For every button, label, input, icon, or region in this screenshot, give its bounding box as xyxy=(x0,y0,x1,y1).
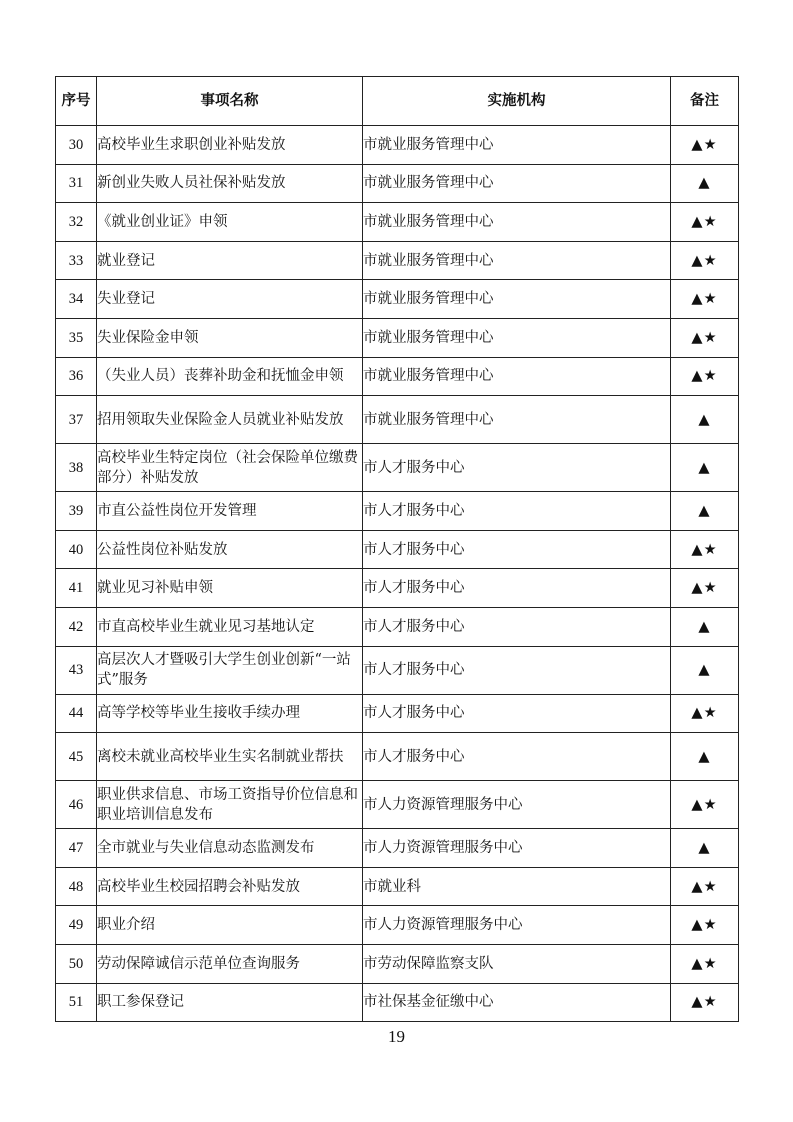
agency-name: 市人力资源管理服务中心 xyxy=(363,781,671,829)
row-number: 41 xyxy=(56,569,97,608)
agency-name: 市人才服务中心 xyxy=(363,694,671,733)
row-number: 38 xyxy=(56,444,97,492)
item-name: 市直公益性岗位开发管理 xyxy=(97,492,363,531)
table-row xyxy=(56,241,739,280)
row-number: 36 xyxy=(56,357,97,396)
remark-marks: ▲★ xyxy=(671,530,739,569)
agency-name: 市人才服务中心 xyxy=(363,492,671,531)
table-row xyxy=(56,569,739,608)
item-name: 《就业创业证》申领 xyxy=(97,203,363,242)
row-number: 49 xyxy=(56,906,97,945)
table-row xyxy=(56,492,739,531)
agency-name: 市就业服务管理中心 xyxy=(363,164,671,203)
item-name: 失业登记 xyxy=(97,280,363,319)
table-header-row xyxy=(56,77,739,126)
table-row xyxy=(56,280,739,319)
item-name: 就业登记 xyxy=(97,241,363,280)
agency-name: 市就业服务管理中心 xyxy=(363,396,671,444)
agency-name: 市人才服务中心 xyxy=(363,607,671,646)
item-name: 职工参保登记 xyxy=(97,983,363,1022)
item-name: 高等学校等毕业生接收手续办理 xyxy=(97,694,363,733)
table-row xyxy=(56,607,739,646)
remark-marks: ▲ xyxy=(671,829,739,868)
row-number: 37 xyxy=(56,396,97,444)
remark-marks: ▲★ xyxy=(671,357,739,396)
item-name: （失业人员）丧葬补助金和抚恤金申领 xyxy=(97,357,363,396)
row-number: 32 xyxy=(56,203,97,242)
remark-marks: ▲★ xyxy=(671,781,739,829)
item-name: 劳动保障诚信示范单位查询服务 xyxy=(97,944,363,983)
remark-marks: ▲★ xyxy=(671,318,739,357)
row-number: 30 xyxy=(56,126,97,165)
row-number: 48 xyxy=(56,867,97,906)
remark-marks: ▲ xyxy=(671,396,739,444)
header-note: 备注 xyxy=(671,77,739,126)
remark-marks: ▲★ xyxy=(671,203,739,242)
table-row xyxy=(56,357,739,396)
table-row xyxy=(56,530,739,569)
row-number: 43 xyxy=(56,646,97,694)
agency-name: 市人才服务中心 xyxy=(363,444,671,492)
item-name: 高校毕业生求职创业补贴发放 xyxy=(97,126,363,165)
table-row xyxy=(56,126,739,165)
table-row xyxy=(56,733,739,781)
table-row xyxy=(56,694,739,733)
agency-name: 市就业服务管理中心 xyxy=(363,357,671,396)
row-number: 42 xyxy=(56,607,97,646)
table-row xyxy=(56,444,739,492)
table-row xyxy=(56,781,739,829)
header-seq: 序号 xyxy=(56,77,97,126)
table-row xyxy=(56,318,739,357)
row-number: 33 xyxy=(56,241,97,280)
remark-marks: ▲★ xyxy=(671,983,739,1022)
row-number: 44 xyxy=(56,694,97,733)
row-number: 40 xyxy=(56,530,97,569)
item-name: 市直高校毕业生就业见习基地认定 xyxy=(97,607,363,646)
agency-name: 市人才服务中心 xyxy=(363,530,671,569)
remark-marks: ▲ xyxy=(671,444,739,492)
remark-marks: ▲★ xyxy=(671,944,739,983)
table-row xyxy=(56,829,739,868)
remark-marks: ▲ xyxy=(671,164,739,203)
agency-name: 市就业服务管理中心 xyxy=(363,241,671,280)
agency-name: 市人才服务中心 xyxy=(363,569,671,608)
item-name: 公益性岗位补贴发放 xyxy=(97,530,363,569)
item-name: 全市就业与失业信息动态监测发布 xyxy=(97,829,363,868)
table-row xyxy=(56,983,739,1022)
row-number: 47 xyxy=(56,829,97,868)
item-name: 新创业失败人员社保补贴发放 xyxy=(97,164,363,203)
item-name: 高层次人才暨吸引大学生创业创新“一站式”服务 xyxy=(97,646,363,694)
item-name: 招用领取失业保险金人员就业补贴发放 xyxy=(97,396,363,444)
agency-name: 市就业服务管理中心 xyxy=(363,203,671,242)
item-name: 职业介绍 xyxy=(97,906,363,945)
remark-marks: ▲★ xyxy=(671,569,739,608)
row-number: 46 xyxy=(56,781,97,829)
agency-name: 市人力资源管理服务中心 xyxy=(363,829,671,868)
table-row xyxy=(56,396,739,444)
table-row xyxy=(56,164,739,203)
agency-name: 市人力资源管理服务中心 xyxy=(363,906,671,945)
row-number: 45 xyxy=(56,733,97,781)
agency-name: 市就业科 xyxy=(363,867,671,906)
table-row xyxy=(56,646,739,694)
remark-marks: ▲ xyxy=(671,607,739,646)
item-name: 就业见习补贴申领 xyxy=(97,569,363,608)
row-number: 39 xyxy=(56,492,97,531)
agency-name: 市就业服务管理中心 xyxy=(363,318,671,357)
remark-marks: ▲★ xyxy=(671,906,739,945)
remark-marks: ▲★ xyxy=(671,280,739,319)
remark-marks: ▲ xyxy=(671,646,739,694)
items-table xyxy=(55,76,739,1022)
item-name: 离校未就业高校毕业生实名制就业帮扶 xyxy=(97,733,363,781)
remark-marks: ▲ xyxy=(671,492,739,531)
row-number: 31 xyxy=(56,164,97,203)
remark-marks: ▲★ xyxy=(671,126,739,165)
remark-marks: ▲★ xyxy=(671,694,739,733)
agency-name: 市就业服务管理中心 xyxy=(363,126,671,165)
item-name: 职业供求信息、市场工资指导价位信息和职业培训信息发布 xyxy=(97,781,363,829)
row-number: 50 xyxy=(56,944,97,983)
row-number: 51 xyxy=(56,983,97,1022)
remark-marks: ▲ xyxy=(671,733,739,781)
page-number: 19 xyxy=(388,1027,405,1046)
row-number: 34 xyxy=(56,280,97,319)
agency-name: 市就业服务管理中心 xyxy=(363,280,671,319)
item-name: 高校毕业生特定岗位（社会保险单位缴费部分）补贴发放 xyxy=(97,444,363,492)
table-row xyxy=(56,203,739,242)
agency-name: 市劳动保障监察支队 xyxy=(363,944,671,983)
header-name: 事项名称 xyxy=(97,77,363,126)
row-number: 35 xyxy=(56,318,97,357)
agency-name: 市人才服务中心 xyxy=(363,646,671,694)
remark-marks: ▲★ xyxy=(671,241,739,280)
item-name: 高校毕业生校园招聘会补贴发放 xyxy=(97,867,363,906)
table-row xyxy=(56,867,739,906)
agency-name: 市人才服务中心 xyxy=(363,733,671,781)
header-org: 实施机构 xyxy=(363,77,671,126)
table-row xyxy=(56,944,739,983)
remark-marks: ▲★ xyxy=(671,867,739,906)
agency-name: 市社保基金征缴中心 xyxy=(363,983,671,1022)
item-name: 失业保险金申领 xyxy=(97,318,363,357)
table-row xyxy=(56,906,739,945)
